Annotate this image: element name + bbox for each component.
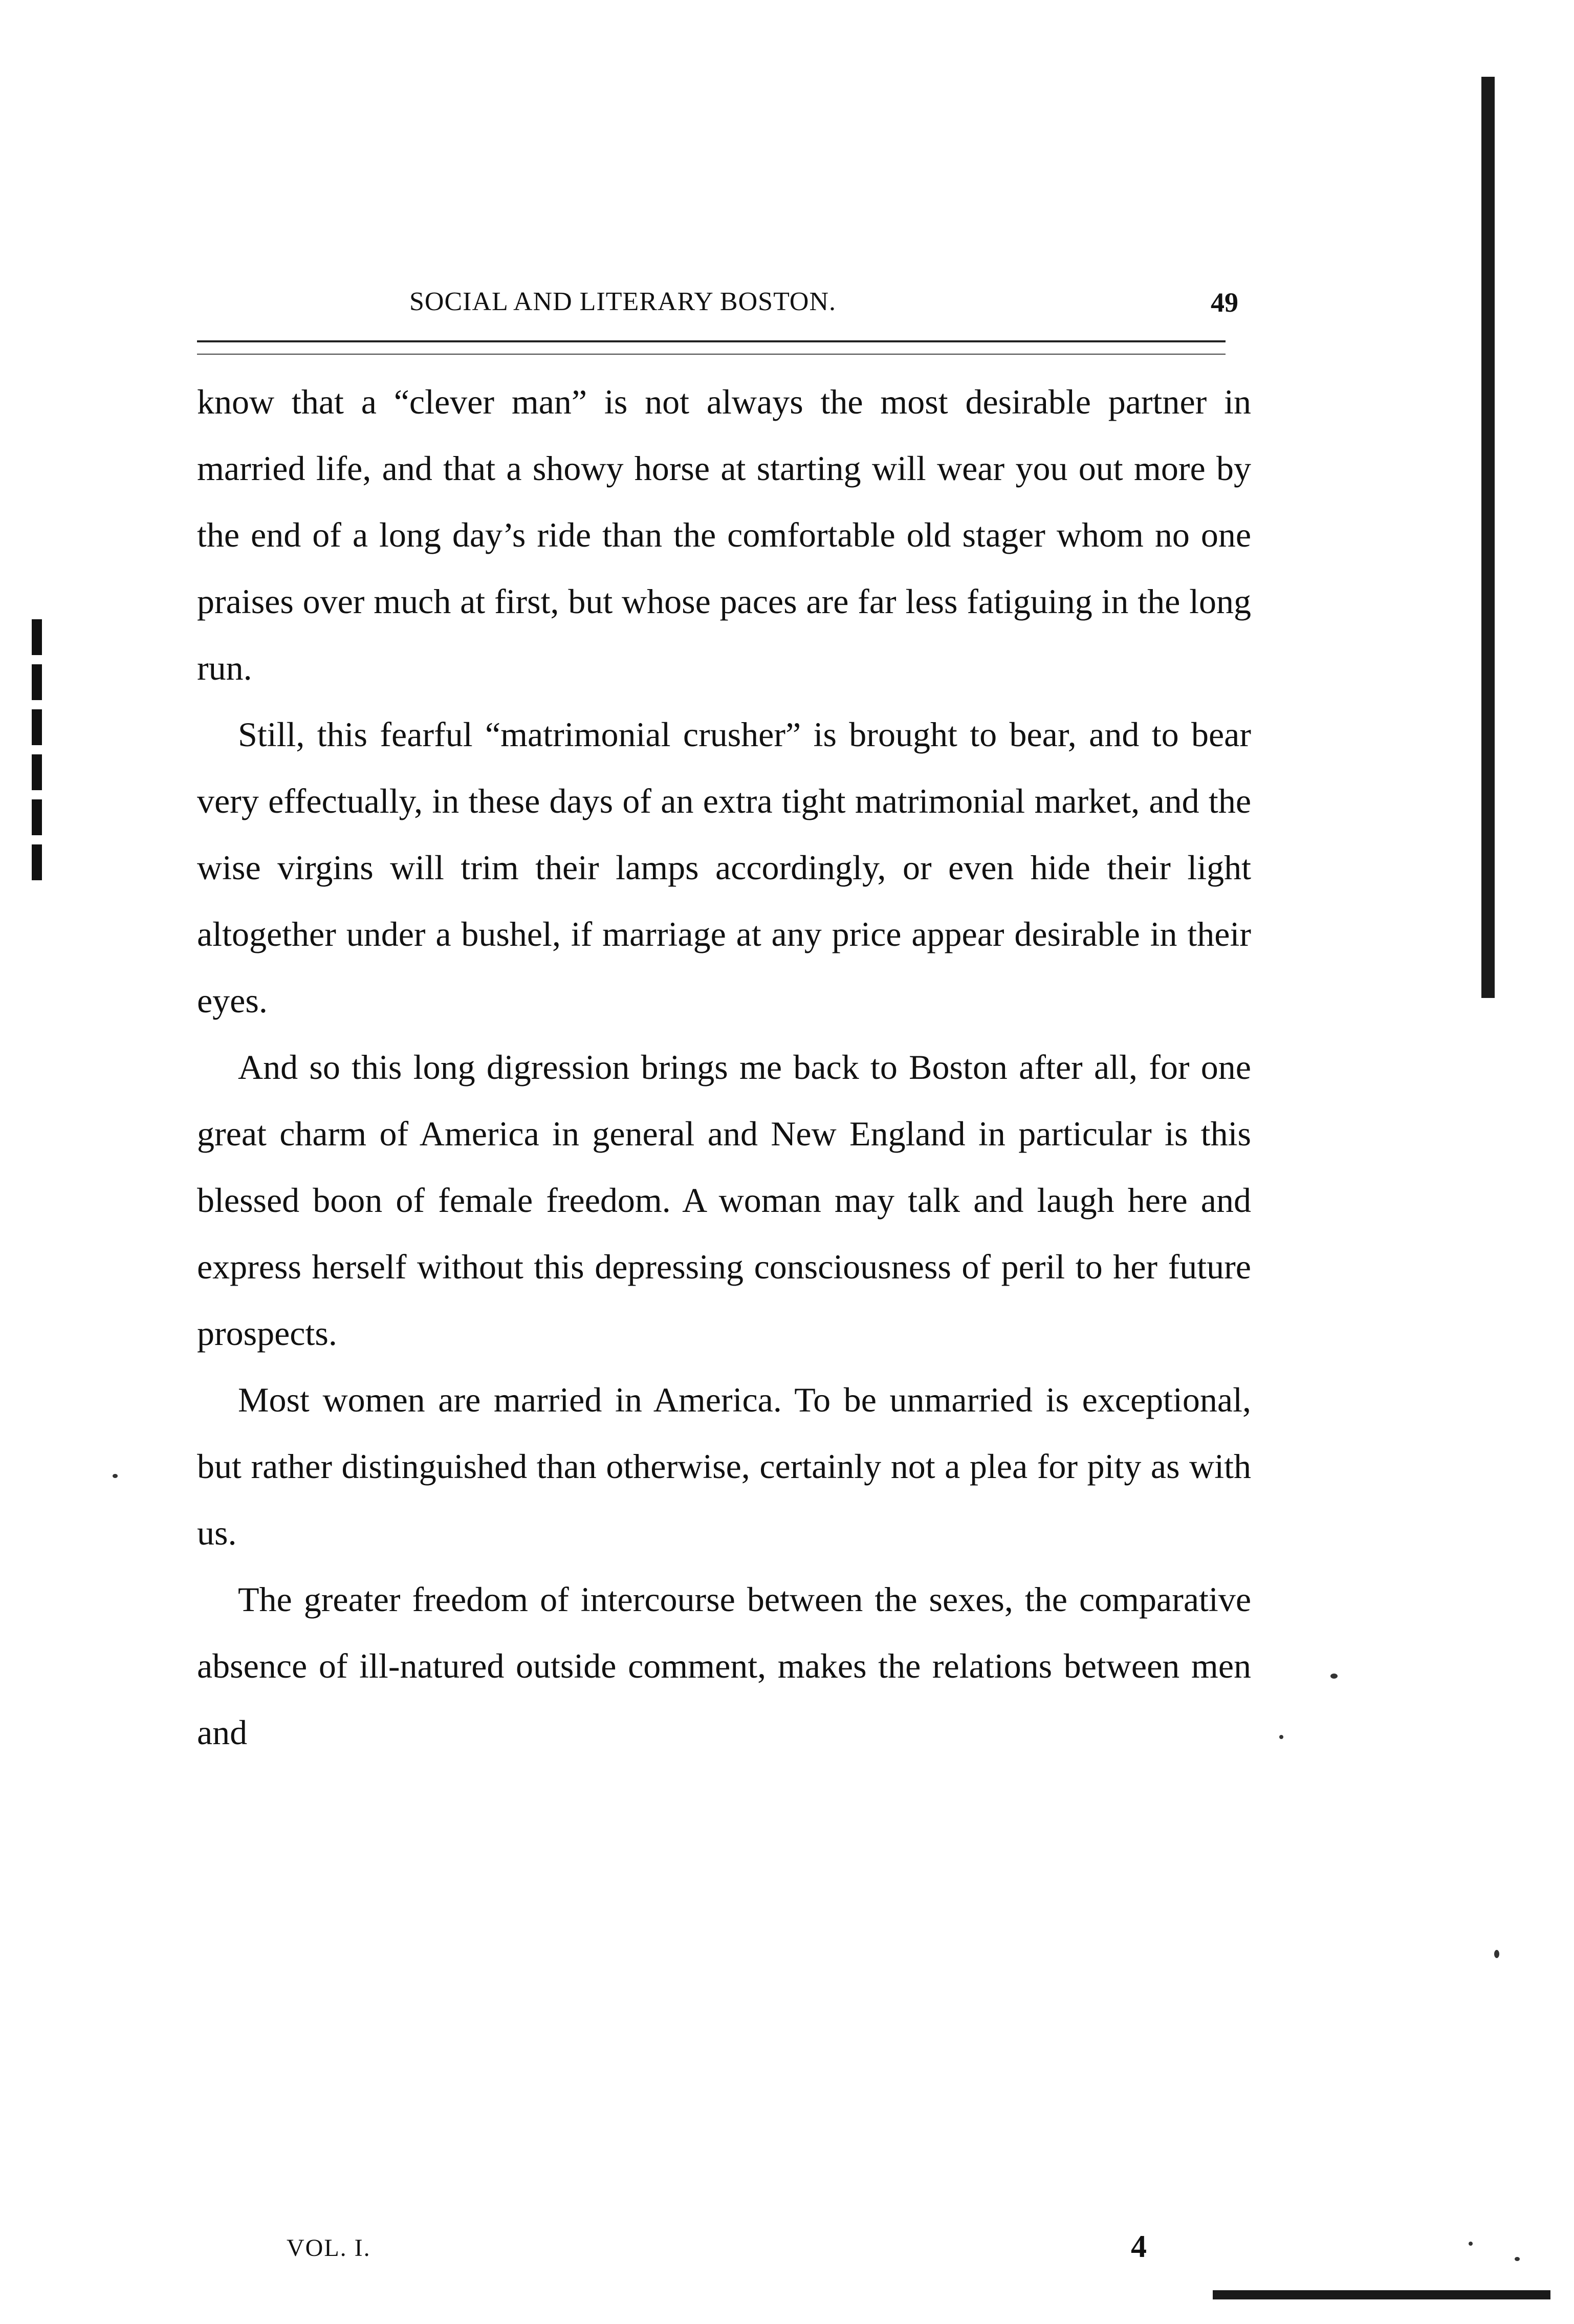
scan-speck [1330, 1674, 1338, 1679]
paragraph: know that a “clever man” is not always the most desirable partner in married life, and that a showy horse at starting will wear you out more by the end of a long day’s ride than the comfortable old stager whom no one praises over much at first, but whose paces are far less fatiguing in the long run. [197, 382, 1251, 687]
paragraph: Most women are married in America. To be unmarried is exceptional, but rather distinguished than otherwise, certainly not a plea for pity as with us. [197, 1380, 1251, 1552]
running-head [194, 287, 1238, 328]
signature-number: 4 [1131, 2229, 1147, 2264]
scan-speck [1469, 2242, 1473, 2246]
signature-line [287, 2229, 1208, 2275]
header-rule [197, 340, 1226, 355]
volume-signature: VOL. I. [287, 2234, 371, 2262]
scan-speck [1515, 2257, 1520, 2261]
scan-speck [113, 1474, 118, 1478]
paragraph: The greater freedom of intercourse between the sexes, the comparative absence of ill-natured outside comment, makes the relations between men and [197, 1580, 1251, 1752]
running-title: SOCIAL AND LITERARY BOSTON. [409, 287, 837, 316]
paragraph: Still, this fearful “matrimonial crusher” is brought to bear, and to bear very effectually, in these days of an extra tight matrimonial market, and the wise virgins will trim their lamps accordingly, or even hide their light altogether under a bushel, if marriage at any price appear desirable in their eyes. [197, 715, 1251, 1020]
scan-speck [1279, 1735, 1283, 1739]
body-text [197, 368, 1251, 1766]
scan-bottom-artifact [1213, 2290, 1550, 2299]
scan-speck [1494, 1950, 1499, 1958]
page-number: 49 [1211, 287, 1238, 318]
scan-edge-artifact [1481, 77, 1495, 998]
paragraph: And so this long digression brings me back to Boston after all, for one great charm of America in general and New England in particular is this blessed boon of female freedom. A woman may talk and laugh here and express herself without this depressing consciousness of peril to her future prospects. [197, 1048, 1251, 1353]
scan-margin-artifact [32, 619, 42, 885]
